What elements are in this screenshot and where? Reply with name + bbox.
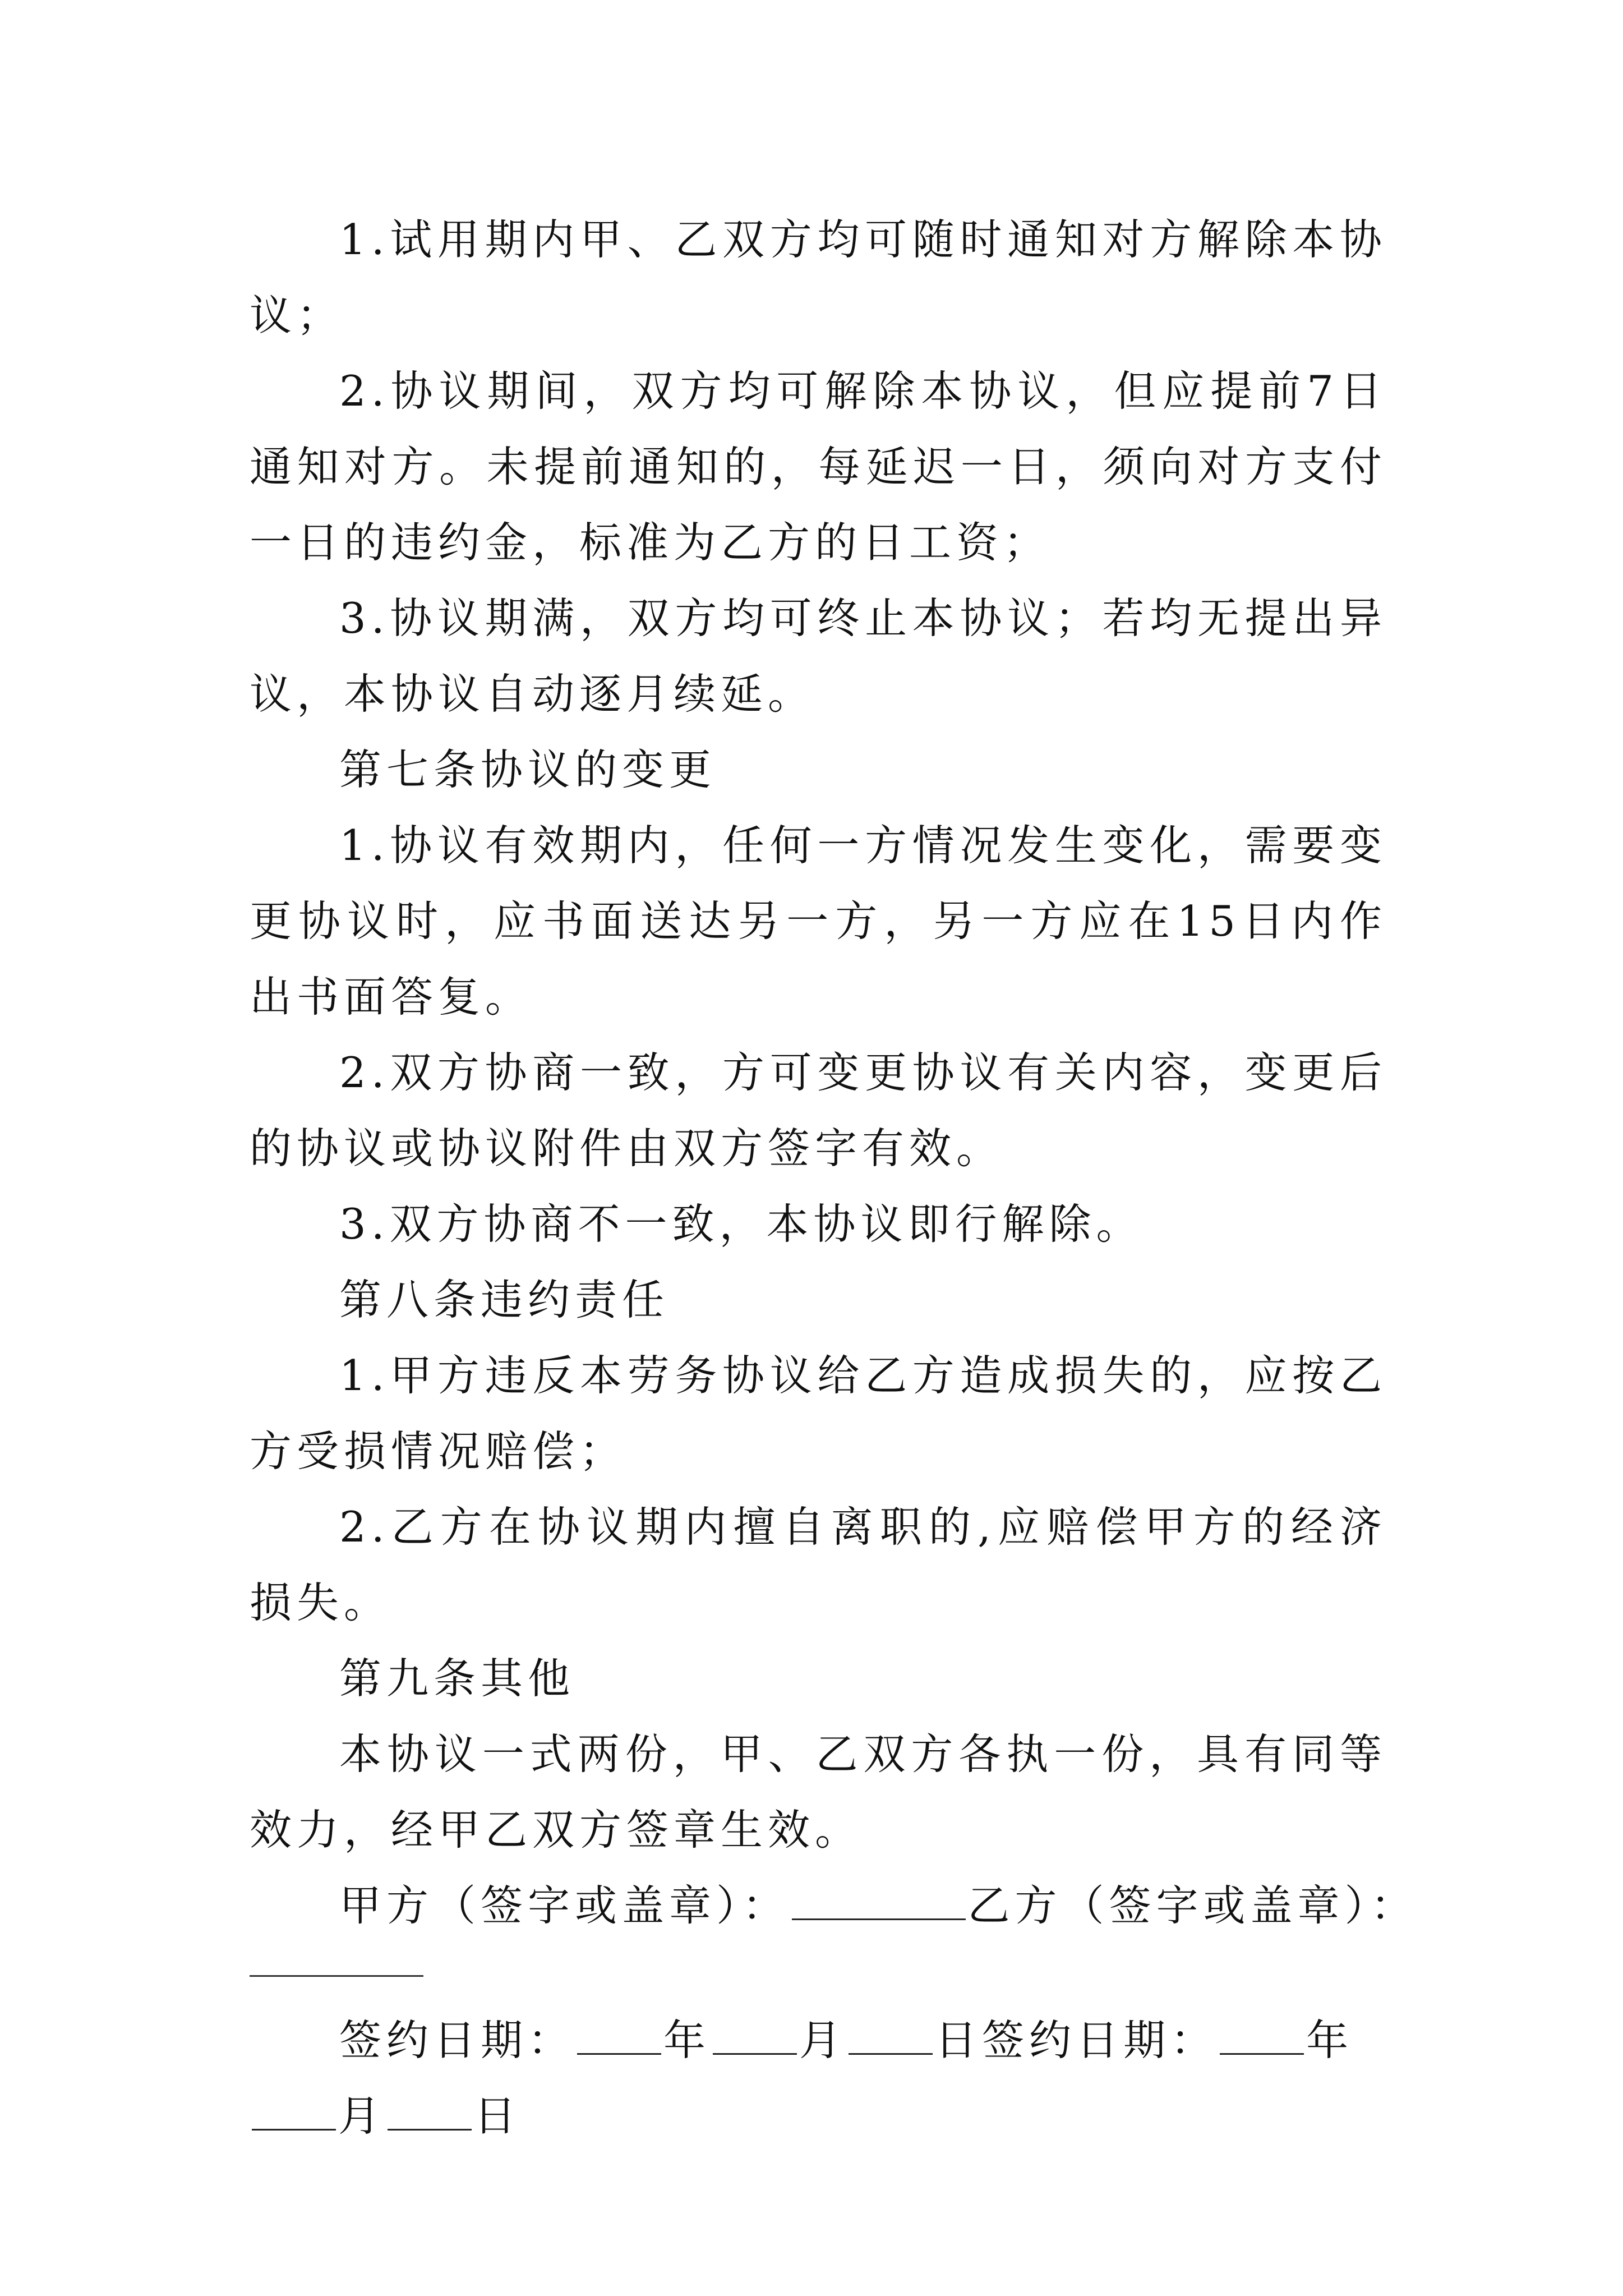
party-b-day-blank [388,2093,472,2131]
clause-paragraph: 2.协议期间，双方均可解除本协议，但应提前7日通知对方。未提前通知的，每延迟一日，须向对方支付一日的违约金，标准为乙方的日工资； [250,366,1387,567]
section-heading: 第八条违约责任 [339,1275,670,1324]
clause-paragraph: 2.双方协商一致，方可变更协议有关内容，变更后的协议或协议附件由双方签字有效。 [250,1048,1387,1173]
signature-line [250,1868,1418,1944]
clause-paragraph: 1.协议有效期内，任何一方情况发生变化，需要变更协议时，应书面送达另一方，另一方应在15日内作出书面答复。 [250,821,1387,1022]
party-a-month-blank [713,2017,797,2055]
year-label: 年 [1306,2016,1354,2065]
party-a-year-blank [577,2017,661,2055]
clause-paragraph: 1.甲方违反本劳务协议给乙方造成损失的，应按乙方受损情况赔偿； [250,1351,1387,1476]
month-label: 月 [799,2016,847,2065]
clause-paragraph: 3.双方协商不一致，本协议即行解除。 [339,1199,1144,1249]
party-a-date-label: 签约日期： [339,2016,575,2065]
party-a-signature-label: 甲方（签字或盖章）： [339,1881,790,1930]
party-b-signature-blank [250,1975,423,1977]
section-heading: 第七条协议的变更 [339,745,717,794]
party-b-signature-label: 乙方（签字或盖章）： [967,1881,1418,1930]
clause-paragraph: 2.乙方在协议期内擅自离职的,应赔偿甲方的经济损失。 [250,1502,1387,1627]
day-label: 日 [935,2016,983,2065]
party-b-year-blank [1220,2017,1304,2055]
date-line [250,2003,1387,2154]
party-a-day-blank [849,2017,933,2055]
year-label: 年 [663,2016,711,2065]
month-label: 月 [338,2091,386,2141]
clause-paragraph: 本协议一式两份，甲、乙双方各执一份，具有同等效力，经甲乙双方签章生效。 [250,1729,1387,1855]
document-body [250,202,1418,2154]
party-a-signature-blank [792,1883,966,1920]
party-b-date-label: 签约日期： [982,2016,1218,2065]
clause-paragraph: 3.协议期满，双方均可终止本协议；若均无提出异议，本协议自动逐月续延。 [250,593,1387,719]
clause-paragraph: 1.试用期内甲、乙双方均可随时通知对方解除本协议； [250,215,1387,340]
party-b-month-blank [252,2093,336,2131]
section-heading: 第九条其他 [339,1654,575,1703]
day-label: 日 [474,2091,522,2141]
